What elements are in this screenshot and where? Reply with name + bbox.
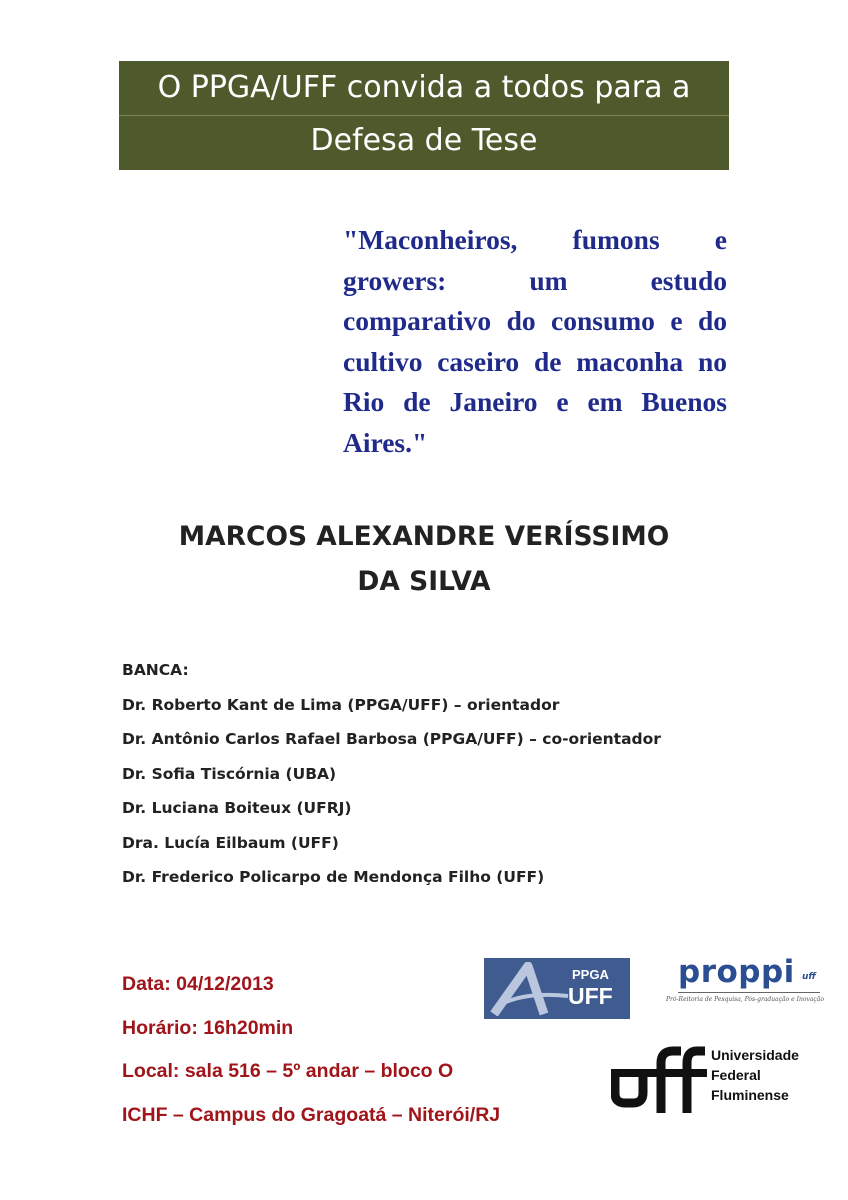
- ppga-a-icon: [490, 962, 570, 1016]
- ppga-logo-subtext: UFF: [568, 983, 613, 1009]
- committee-member: Dra. Lucía Eilbaum (UFF): [122, 833, 339, 852]
- committee-member: Dr. Frederico Policarpo de Mendonça Filho (UFF): [122, 868, 545, 886]
- uff-logo: [611, 1043, 811, 1115]
- proppi-logo-suffix: uff: [802, 972, 816, 982]
- committee-member: Dr. Antônio Carlos Rafael Barbosa (PPGA/UFF) – co-orientador: [122, 730, 661, 748]
- uff-name-line-2: Federal: [711, 1067, 761, 1083]
- banner-line-2: Defesa de Tese: [310, 123, 538, 158]
- banner-divider: [119, 115, 729, 116]
- invitation-banner: [119, 61, 729, 170]
- committee-heading: BANCA:: [122, 661, 189, 679]
- banner-line-1: O PPGA/UFF convida a todos para a: [157, 70, 691, 105]
- proppi-logo-word: proppi: [678, 954, 795, 990]
- committee-member: Dr. Luciana Boiteux (UFRJ): [122, 799, 352, 817]
- committee-list: [122, 653, 762, 895]
- event-time: Horário: 16h20min: [122, 1016, 294, 1039]
- uff-name-line-3: Fluminense: [711, 1087, 789, 1103]
- proppi-logo: [664, 956, 824, 1012]
- author-line-1: MARCOS ALEXANDRE VERÍSSIMO: [178, 521, 670, 552]
- uff-logo-name: [711, 1045, 799, 1105]
- ppga-logo: [484, 958, 630, 1019]
- proppi-logo-tagline: Pró-Reitoria de Pesquisa, Pós-graduação e Inovação: [666, 996, 824, 1003]
- event-date: Data: 04/12/2013: [122, 973, 274, 995]
- uff-name-line-1: Universidade: [711, 1047, 799, 1063]
- uff-mark-icon: [611, 1043, 707, 1115]
- thesis-title: "Maconheiros, fumons e growers: um estudo comparativo do consumo e do cultivo caseiro de maconha no Rio de Janeiro e em Buenos Aires.": [343, 224, 727, 458]
- ppga-logo-text: PPGA: [572, 967, 609, 982]
- author-name: [110, 514, 738, 604]
- proppi-logo-rule: [678, 992, 820, 993]
- event-campus: ICHF – Campus do Gragoatá – Niterói/RJ: [122, 1103, 501, 1126]
- committee-member: Dr. Roberto Kant de Lima (PPGA/UFF) – orientador: [122, 695, 560, 714]
- committee-member: Dr. Sofia Tiscórnia (UBA): [122, 764, 337, 783]
- author-line-2: DA SILVA: [357, 566, 491, 597]
- event-location: Local: sala 516 – 5º andar – bloco O: [122, 1060, 454, 1082]
